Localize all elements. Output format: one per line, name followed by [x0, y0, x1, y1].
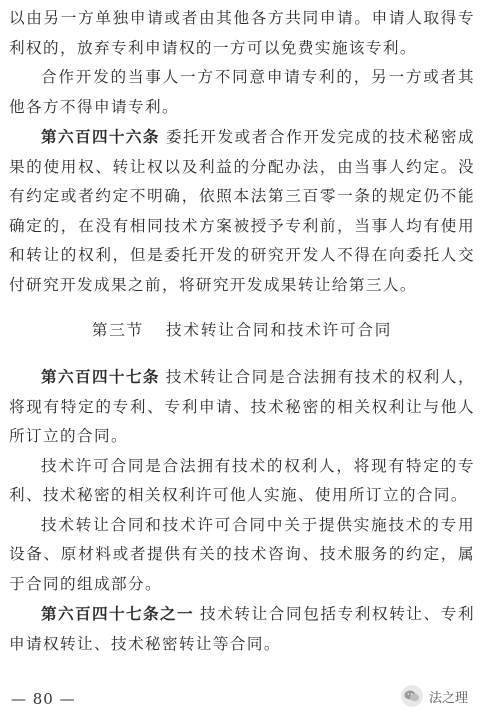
wechat-icon — [401, 685, 423, 707]
article-heading: 第六百四十七条 — [41, 367, 160, 386]
paragraph-license-contract: 技术许可合同是合法拥有技术的权利人，将现有特定的专利、技术秘密的相关权利许可他人实施、使用所订立的合同。 — [9, 456, 475, 504]
section-title: 技术转让合同和技术许可合同 — [166, 321, 393, 339]
article-body: 技术转让合同包括专利权转让、专利申请权转让、技术秘密转让等合同。 — [9, 605, 475, 653]
section-heading — [9, 316, 475, 345]
paragraph-continuation: 以由另一方单独申请或者由其他各方共同申请。申请人取得专利权的，放弃专利申请权的一方可以免费实施该专利。 — [9, 9, 475, 57]
page-number: — 80 — — [11, 690, 76, 708]
article-body: 技术转让合同是合法拥有技术的权利人，将现有特定的专利、专利申请、技术秘密的相关权利让与他人所订立的合同。 — [9, 368, 475, 445]
section-number: 第三节 — [91, 321, 145, 339]
article-heading: 第六百四十六条 — [41, 127, 160, 146]
article-body: 委托开发或者合作开发完成的技术秘密成果的使用权、转让权以及利益的分配办法，由当事人约定。没有约定或者约定不明确，依照本法第三百零一条的规定仍不能确定的，在没有相同技术方案被授予专利前，当事人均有使用和转让的权利，但是委托开发的研究开发人不得在向委托人交付研究开发成果之前，将研究开发成果转让给第三人。 — [9, 128, 475, 294]
paragraph-equipment-provision: 技术转让合同和技术许可合同中关于提供实施技术的专用设备、原材料或者提供有关的技术咨询、技术服务的约定，属于合同的组成部分。 — [9, 515, 475, 593]
article-647 — [9, 362, 475, 452]
paragraph-joint-development: 合作开发的当事人一方不同意申请专利的，另一方或者其他各方不得申请专利。 — [9, 68, 475, 116]
document-page — [9, 4, 475, 659]
article-646 — [9, 122, 475, 300]
article-heading: 第六百四十七条之一 — [41, 604, 194, 623]
article-647-1 — [9, 599, 475, 659]
watermark-label: 法之理 — [428, 690, 468, 706]
account-watermark — [401, 685, 468, 707]
